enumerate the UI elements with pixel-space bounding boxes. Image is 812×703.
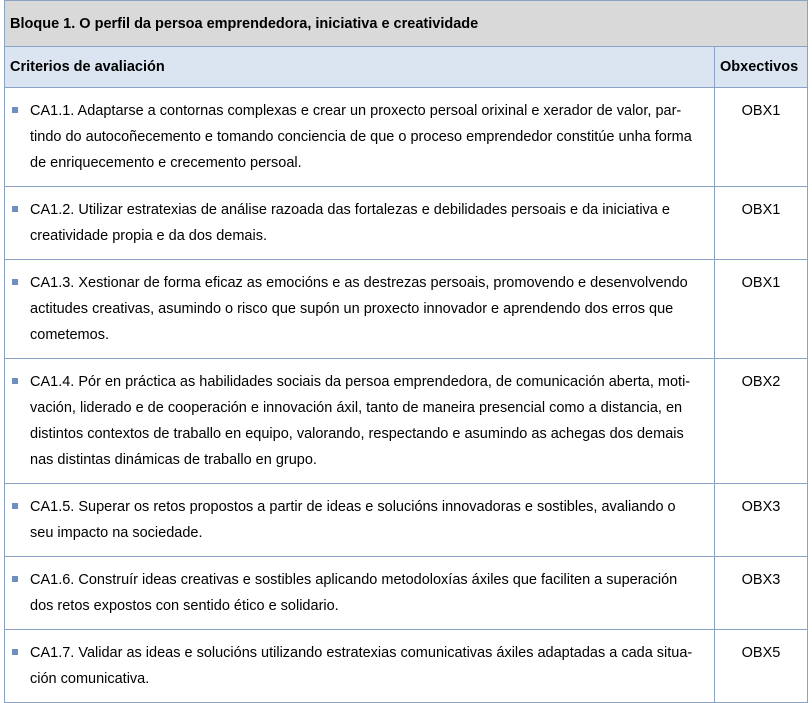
table-header-row <box>5 47 808 88</box>
criterion-text-line: nas distintas dinámicas de traballo en grupo. <box>30 452 317 468</box>
criterion-text-line: CA1.2. Utilizar estratexias de análise razoada das fortalezas e debilidades persoais e da iniciativa e <box>30 202 670 218</box>
criteria-rows <box>5 88 808 703</box>
square-bullet-icon <box>12 378 18 384</box>
table-row <box>5 484 808 557</box>
criterion-cell <box>5 88 715 187</box>
criterion-cell <box>5 484 715 557</box>
square-bullet-icon <box>12 503 18 509</box>
criterion-text-line: seu impacto na sociedade. <box>30 525 203 541</box>
criterion-text-line: ción comunicativa. <box>30 671 150 687</box>
criterion-text-line: CA1.1. Adaptarse a contornas complexas e crear un proxecto persoal orixinal e xerador de valor, par- <box>30 103 682 119</box>
square-bullet-icon <box>12 649 18 655</box>
criterion-text-line: creatividade propia e da dos demais. <box>30 228 267 244</box>
table-row <box>5 260 808 359</box>
square-bullet-icon <box>12 206 18 212</box>
objective-cell: OBX1 <box>715 187 808 260</box>
square-bullet-icon <box>12 107 18 113</box>
block-title: Bloque 1. O perfil da persoa emprendedora, iniciativa e creatividade <box>5 1 808 47</box>
objectives-column-header: Obxectivos <box>715 47 808 88</box>
criterion-text-line: cometemos. <box>30 327 109 343</box>
criterion-text-line: dos retos expostos con sentido ético e solidario. <box>30 598 339 614</box>
table-row <box>5 187 808 260</box>
objective-cell: OBX3 <box>715 557 808 630</box>
criterion-text-line: CA1.6. Construír ideas creativas e sostibles aplicando metodoloxías áxiles que faciliten a superación <box>30 572 678 588</box>
square-bullet-icon <box>12 576 18 582</box>
criterion-cell <box>5 557 715 630</box>
criterion-cell <box>5 260 715 359</box>
objective-cell: OBX5 <box>715 630 808 703</box>
criterion-text-line: de enriquecemento e crecemento persoal. <box>30 155 302 171</box>
criterion-text-line: tindo do autocoñecemento e tomando conciencia de que o proceso emprendedor constitúe unha forma <box>30 129 692 145</box>
objective-cell: OBX1 <box>715 260 808 359</box>
criterion-text-line: CA1.4. Pór en práctica as habilidades sociais da persoa emprendedora, de comunicación aberta, moti- <box>30 374 691 390</box>
criteria-column-header: Criterios de avaliación <box>5 47 715 88</box>
criterion-text-line: CA1.3. Xestionar de forma eficaz as emocións e as destrezas persoais, promovendo e desenvolvendo <box>30 275 688 291</box>
objective-cell: OBX3 <box>715 484 808 557</box>
table-row <box>5 88 808 187</box>
criterion-text-line: vación, liderado e de cooperación e innovación áxil, tanto de maneira presencial como a distancia, en <box>30 400 683 416</box>
table-row <box>5 359 808 484</box>
table-row <box>5 557 808 630</box>
criterion-text-line: CA1.7. Validar as ideas e solucións utilizando estratexias comunicativas áxiles adaptadas a cada situa- <box>30 645 693 661</box>
criterion-text-line: CA1.5. Superar os retos propostos a partir de ideas e solucións innovadoras e sostibles, avaliando o <box>30 499 676 515</box>
criterion-text-line: distintos contextos de traballo en equipo, valorando, respectando e asumindo as achegas dos demais <box>30 426 684 442</box>
objective-cell: OBX2 <box>715 359 808 484</box>
square-bullet-icon <box>12 279 18 285</box>
criterion-cell <box>5 630 715 703</box>
criterion-cell <box>5 187 715 260</box>
criteria-table <box>4 0 808 703</box>
criterion-text-line: actitudes creativas, asumindo o risco que supón un proxecto innovador e aprendendo dos erros que <box>30 301 674 317</box>
criterion-cell <box>5 359 715 484</box>
table-row <box>5 630 808 703</box>
objective-cell: OBX1 <box>715 88 808 187</box>
